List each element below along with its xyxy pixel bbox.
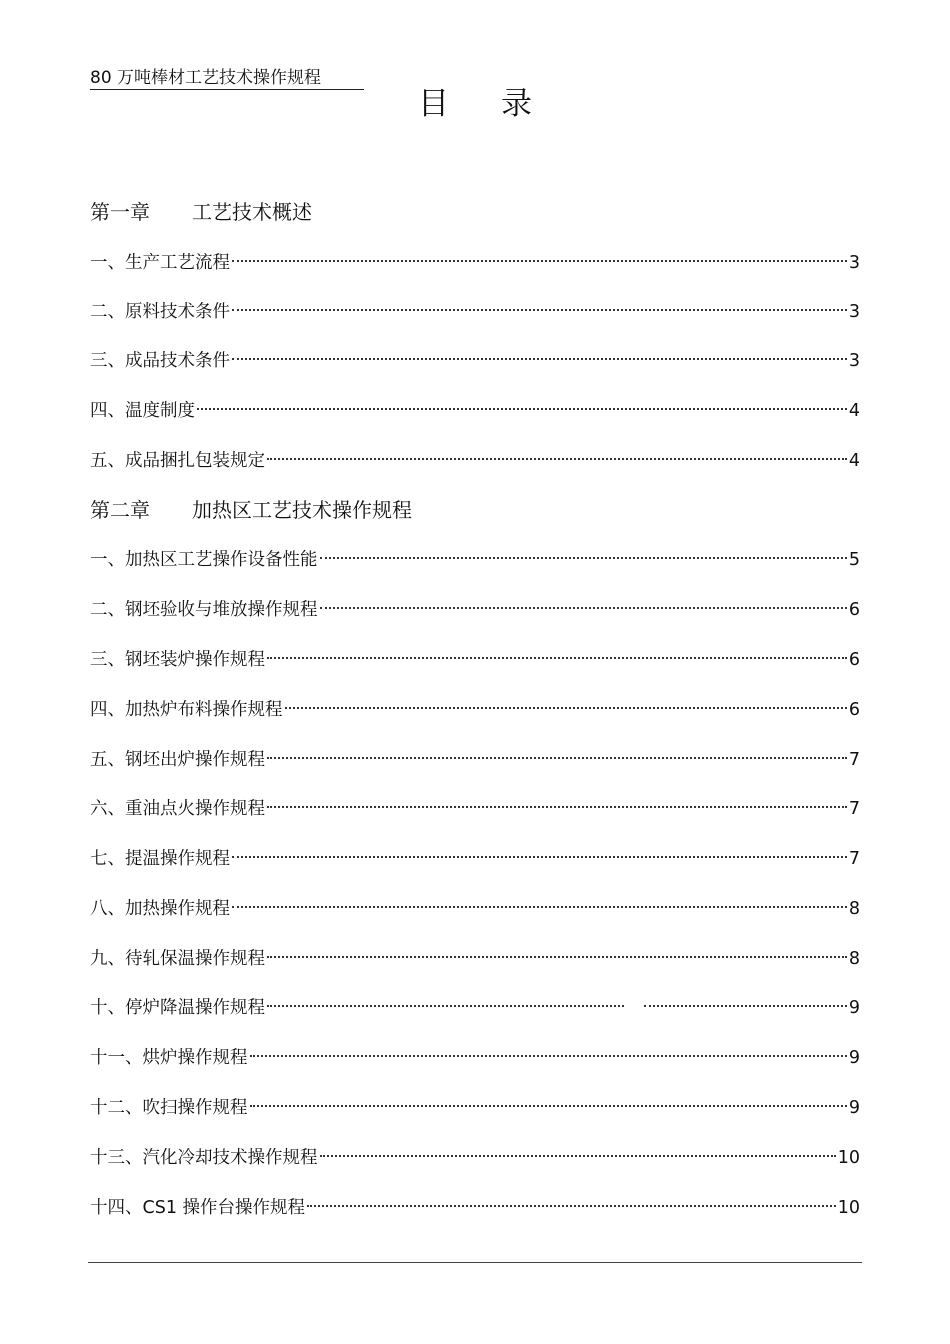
chapter-heading-2[interactable] xyxy=(90,496,412,524)
dot-leader xyxy=(232,309,847,311)
dot-leader xyxy=(307,1205,836,1207)
toc-entry[interactable] xyxy=(90,896,860,922)
dot-leader xyxy=(267,1005,847,1007)
toc-entry-label: 十、停炉降温操作规程 xyxy=(90,998,265,1018)
dot-leader xyxy=(320,607,847,609)
running-header: 80 万吨棒材工艺技术操作规程 xyxy=(90,68,322,88)
dot-leader xyxy=(267,657,847,659)
chapter-number: 第二章 xyxy=(90,498,150,522)
toc-entry[interactable] xyxy=(90,1195,860,1221)
toc-page-number: 10 xyxy=(837,1148,860,1168)
toc-entry[interactable] xyxy=(90,398,860,424)
toc-entry[interactable] xyxy=(90,1145,860,1171)
toc-page-number: 5 xyxy=(848,550,860,570)
page-title: 目录 xyxy=(418,86,584,122)
toc-entry[interactable] xyxy=(90,995,860,1021)
toc-entry-label: 九、待轧保温操作规程 xyxy=(90,949,265,969)
toc-page-number: 4 xyxy=(848,451,860,471)
toc-entry[interactable] xyxy=(90,448,860,474)
toc-entry[interactable] xyxy=(90,547,860,573)
toc-entry-label: 八、加热操作规程 xyxy=(90,899,230,919)
footer-rule xyxy=(88,1262,862,1263)
toc-entry[interactable] xyxy=(90,747,860,773)
dot-leader xyxy=(232,358,847,360)
dot-leader xyxy=(267,458,847,460)
toc-page-number: 8 xyxy=(848,899,860,919)
toc-page-number: 9 xyxy=(848,1048,860,1068)
toc-entry[interactable] xyxy=(90,1095,860,1121)
toc-entry-label: 十二、吹扫操作规程 xyxy=(90,1098,248,1118)
toc-entry[interactable] xyxy=(90,697,860,723)
dot-leader xyxy=(250,1055,847,1057)
dot-leader xyxy=(267,757,847,759)
chapter-number: 第一章 xyxy=(90,200,150,224)
toc-page-number: 10 xyxy=(837,1198,860,1218)
toc-entry-label: 十三、汽化冷却技术操作规程 xyxy=(90,1148,318,1168)
toc-entry[interactable] xyxy=(90,647,860,673)
toc-entry-label: 二、钢坯验收与堆放操作规程 xyxy=(90,600,318,620)
toc-page-number: 7 xyxy=(848,849,860,869)
toc-page-number: 9 xyxy=(848,998,860,1018)
toc-entry[interactable] xyxy=(90,250,860,276)
chapter-heading-1[interactable] xyxy=(90,198,312,226)
dot-leader xyxy=(232,906,847,908)
toc-entry-label: 六、重油点火操作规程 xyxy=(90,799,265,819)
toc-page-number: 8 xyxy=(848,949,860,969)
dot-leader xyxy=(232,260,847,262)
toc-entry-label: 二、原料技术条件 xyxy=(90,302,230,322)
toc-page-number: 9 xyxy=(848,1098,860,1118)
dot-leader xyxy=(197,408,847,410)
dot-leader xyxy=(320,1155,836,1157)
toc-entry-label: 五、钢坯出炉操作规程 xyxy=(90,750,265,770)
toc-page-number: 3 xyxy=(848,351,860,371)
toc-entry[interactable] xyxy=(90,348,860,374)
toc-page-number: 6 xyxy=(848,650,860,670)
toc-page-number: 3 xyxy=(848,253,860,273)
toc-entry[interactable] xyxy=(90,946,860,972)
toc-entry-label: 四、加热炉布料操作规程 xyxy=(90,700,283,720)
dot-leader xyxy=(267,956,847,958)
toc-page-number: 7 xyxy=(848,799,860,819)
toc-page-number: 6 xyxy=(848,700,860,720)
chapter-title: 工艺技术概述 xyxy=(192,200,312,224)
toc-entry[interactable] xyxy=(90,299,860,325)
toc-entry-label: 四、温度制度 xyxy=(90,401,195,421)
dot-leader xyxy=(320,557,847,559)
toc-page-number: 4 xyxy=(848,401,860,421)
toc-entry[interactable] xyxy=(90,1045,860,1071)
chapter-title: 加热区工艺技术操作规程 xyxy=(192,498,412,522)
toc-page-number: 3 xyxy=(848,302,860,322)
toc-entry-label: 十一、烘炉操作规程 xyxy=(90,1048,248,1068)
dot-leader xyxy=(285,707,847,709)
toc-page-number: 7 xyxy=(848,750,860,770)
toc-entry-label: 三、钢坯装炉操作规程 xyxy=(90,650,265,670)
toc-entry-label: 一、加热区工艺操作设备性能 xyxy=(90,550,318,570)
dot-leader xyxy=(267,806,847,808)
toc-entry[interactable] xyxy=(90,796,860,822)
dot-leader xyxy=(232,856,847,858)
toc-entry-label: 一、生产工艺流程 xyxy=(90,253,230,273)
dot-leader xyxy=(250,1105,847,1107)
toc-entry-label: 七、提温操作规程 xyxy=(90,849,230,869)
toc-entry[interactable] xyxy=(90,846,860,872)
toc-entry-label: 十四、CS1 操作台操作规程 xyxy=(90,1198,306,1218)
toc-entry-label: 五、成品捆扎包装规定 xyxy=(90,451,265,471)
toc-page-number: 6 xyxy=(848,600,860,620)
toc-entry-label: 三、成品技术条件 xyxy=(90,351,230,371)
toc-entry[interactable] xyxy=(90,597,860,623)
